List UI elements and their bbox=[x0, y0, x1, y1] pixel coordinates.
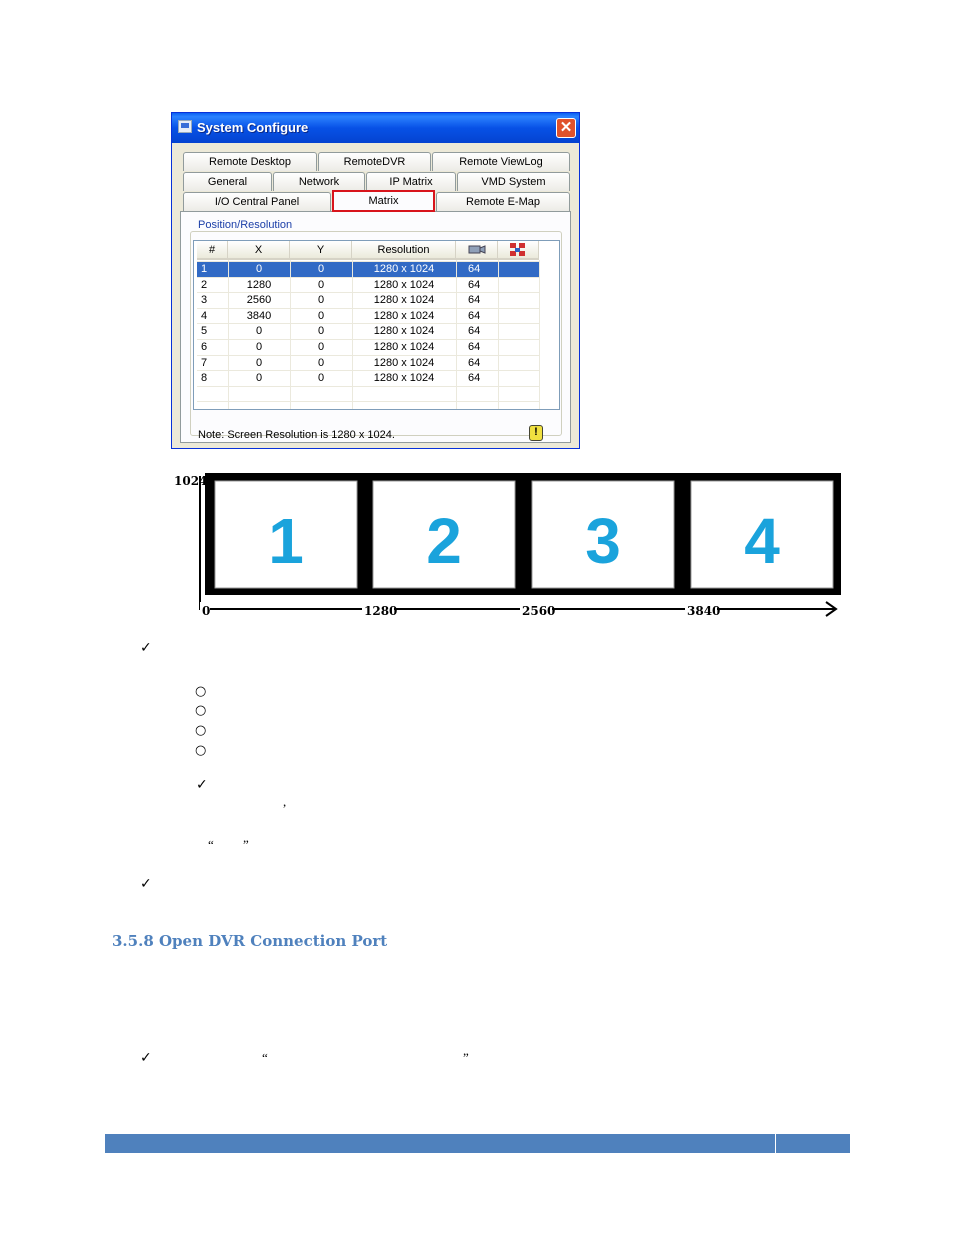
tab-general[interactable]: General bbox=[183, 172, 272, 191]
table-cell-x: 0 bbox=[255, 356, 263, 369]
table-cell-cams: 64 bbox=[468, 356, 481, 369]
close-quote: ” bbox=[463, 1050, 469, 1065]
group-label: Position/Resolution bbox=[198, 219, 293, 231]
table-cell-res: 1280 x 1024 bbox=[373, 372, 435, 385]
table-cell-x: 0 bbox=[255, 372, 263, 385]
tab-ip-matrix[interactable]: IP Matrix bbox=[366, 172, 456, 191]
column-header-x[interactable]: X bbox=[228, 241, 290, 260]
table-cell-cams: 64 bbox=[468, 294, 481, 307]
table-row[interactable] bbox=[197, 340, 539, 355]
table-cell-y: 0 bbox=[317, 372, 325, 385]
table-cell-y: 0 bbox=[317, 341, 325, 353]
table-row[interactable] bbox=[197, 371, 539, 386]
bullet: ○ bbox=[195, 743, 207, 758]
table-cell-x: 3840 bbox=[246, 309, 272, 322]
tab-remote-e-map[interactable]: Remote E-Map bbox=[436, 192, 570, 211]
tab-remote-desktop[interactable]: Remote Desktop bbox=[183, 152, 317, 171]
open-quote: “ bbox=[262, 1050, 268, 1065]
column-header-layout[interactable] bbox=[498, 241, 539, 260]
table-cell-x: 2560 bbox=[246, 294, 272, 307]
camera-icon bbox=[468, 244, 486, 256]
table-cell-n: 3 bbox=[201, 294, 208, 307]
resolution-note: Note: Screen Resolution is 1280 x 1024. bbox=[198, 429, 395, 441]
table-cell-cams: 64 bbox=[468, 325, 481, 338]
table-cell-y: 0 bbox=[317, 294, 325, 307]
table-cell-n: 6 bbox=[201, 341, 208, 353]
close-button[interactable]: ✕ bbox=[556, 118, 576, 138]
bullet: ○ bbox=[195, 684, 207, 699]
x-axis-label: 2560 bbox=[522, 604, 556, 618]
table-cell-cams: 64 bbox=[468, 263, 481, 275]
tab-matrix[interactable]: Matrix bbox=[332, 190, 435, 212]
column-header-resolution[interactable]: Resolution bbox=[352, 241, 456, 260]
table-cell-n: 1 bbox=[201, 263, 208, 275]
table-cell-x: 0 bbox=[255, 341, 263, 353]
dialog-title: System Configure bbox=[197, 120, 309, 135]
table-cell-n: 8 bbox=[201, 372, 208, 385]
title-bar[interactable] bbox=[172, 113, 579, 143]
table-cell-res: 1280 x 1024 bbox=[373, 294, 435, 307]
table-cell-y: 0 bbox=[317, 263, 325, 275]
table-cell-y: 0 bbox=[317, 356, 325, 369]
y-axis-label: 1024 bbox=[174, 474, 208, 488]
table-cell-cams: 64 bbox=[468, 341, 481, 353]
app-icon bbox=[178, 120, 192, 133]
table-row[interactable] bbox=[197, 262, 539, 277]
table-cell-y: 0 bbox=[317, 325, 325, 338]
table-cell-y: 0 bbox=[317, 278, 325, 291]
table-row[interactable] bbox=[197, 356, 539, 371]
screen-number: 3 bbox=[585, 505, 621, 577]
tab-vmd-system[interactable]: VMD System bbox=[457, 172, 570, 191]
table-cell-x: 1280 bbox=[246, 278, 272, 291]
exclamation-icon[interactable]: ! bbox=[529, 425, 543, 441]
bullet: ○ bbox=[195, 703, 207, 718]
matrix-layout-diagram bbox=[170, 470, 850, 620]
check-mark: ✓ bbox=[140, 640, 152, 656]
x-axis-label: 1280 bbox=[364, 604, 398, 618]
table-row[interactable] bbox=[197, 324, 539, 339]
table-cell-res: 1280 x 1024 bbox=[373, 341, 435, 353]
table-cell-res: 1280 x 1024 bbox=[373, 278, 435, 291]
grid-icon bbox=[509, 242, 527, 258]
table-cell-cams: 64 bbox=[468, 372, 481, 385]
table-cell-n: 4 bbox=[201, 309, 208, 322]
column-header-cameras[interactable] bbox=[456, 241, 498, 260]
matrix-list[interactable] bbox=[193, 240, 560, 410]
tab-remote-viewlog[interactable]: Remote ViewLog bbox=[432, 152, 570, 171]
table-cell-n: 2 bbox=[201, 278, 208, 291]
table-cell-y: 0 bbox=[317, 309, 325, 322]
table-row[interactable] bbox=[197, 278, 539, 293]
screen-number: 1 bbox=[268, 505, 304, 577]
section-heading: 3.5.8 Open DVR Connection Port bbox=[112, 932, 388, 950]
column-header-number[interactable]: # bbox=[197, 241, 228, 260]
footer-page-box bbox=[776, 1134, 850, 1153]
table-cell-res: 1280 x 1024 bbox=[373, 309, 435, 322]
close-quote: ” bbox=[243, 837, 249, 852]
table-cell-res: 1280 x 1024 bbox=[373, 356, 435, 369]
comma: , bbox=[283, 794, 287, 809]
footer-bar bbox=[105, 1134, 775, 1153]
table-cell-cams: 64 bbox=[468, 309, 481, 322]
open-quote: “ bbox=[208, 837, 214, 852]
screen-number: 2 bbox=[426, 505, 462, 577]
x-axis-label: 3840 bbox=[687, 604, 721, 618]
table-row[interactable] bbox=[197, 293, 539, 308]
table-cell-cams: 64 bbox=[468, 278, 481, 291]
tab-remotedvr[interactable]: RemoteDVR bbox=[318, 152, 431, 171]
system-configure-dialog bbox=[171, 112, 580, 449]
table-cell-x: 0 bbox=[255, 325, 263, 338]
screen-number: 4 bbox=[744, 505, 780, 577]
check-mark: ✓ bbox=[196, 777, 208, 793]
check-mark: ✓ bbox=[140, 1050, 152, 1066]
table-cell-n: 5 bbox=[201, 325, 208, 338]
table-cell-res: 1280 x 1024 bbox=[373, 263, 435, 275]
tab-io-central-panel[interactable]: I/O Central Panel bbox=[183, 192, 331, 211]
table-row[interactable] bbox=[197, 309, 539, 324]
bullet: ○ bbox=[195, 723, 207, 738]
table-cell-n: 7 bbox=[201, 356, 208, 369]
table-cell-res: 1280 x 1024 bbox=[373, 325, 435, 338]
column-header-y[interactable]: Y bbox=[290, 241, 352, 260]
x-axis-label: 0 bbox=[202, 604, 211, 618]
table-cell-x: 0 bbox=[255, 263, 263, 275]
tab-network[interactable]: Network bbox=[273, 172, 365, 191]
check-mark: ✓ bbox=[140, 876, 152, 892]
